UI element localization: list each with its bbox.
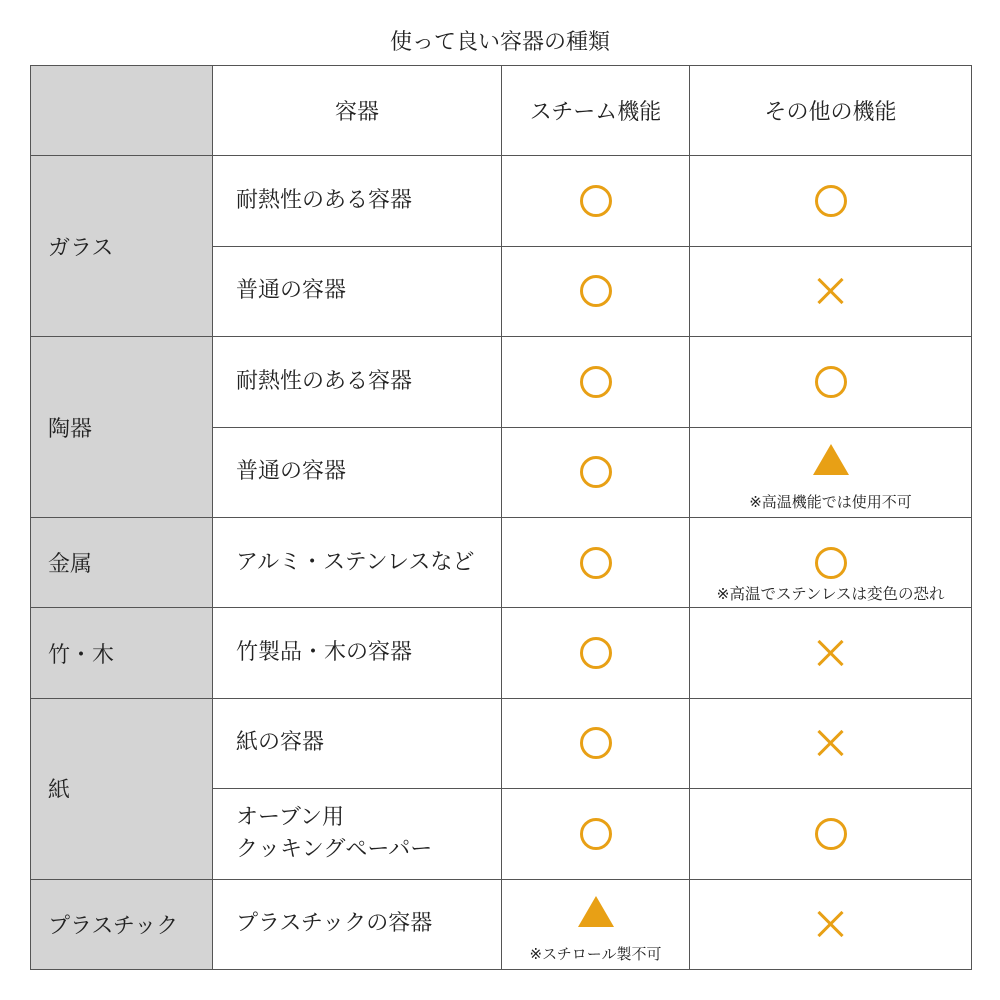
container-cell: アルミ・ステンレスなど — [213, 517, 502, 607]
category-plastic: プラスチック — [31, 879, 213, 969]
table-row — [31, 879, 972, 969]
steam-cell — [502, 427, 690, 517]
header-corner — [31, 66, 213, 156]
steam-cell — [502, 789, 690, 879]
container-line-2: クッキングペーパー — [236, 836, 433, 862]
container-line-1: オーブン用 — [236, 804, 345, 830]
cross-symbol — [817, 639, 845, 667]
circle-symbol — [815, 366, 847, 398]
other-cell — [690, 517, 972, 607]
category-paper: 紙 — [31, 698, 213, 879]
triangle-symbol — [578, 896, 614, 927]
steam-cell — [502, 698, 690, 788]
circle-symbol — [815, 185, 847, 217]
header-container: 容器 — [213, 66, 502, 156]
circle-symbol — [580, 727, 612, 759]
container-cell: 耐熱性のある容器 — [213, 156, 502, 246]
category-bamboo-wood: 竹・木 — [31, 608, 213, 698]
other-cell — [690, 879, 972, 969]
steam-cell — [502, 156, 690, 246]
triangle-symbol — [813, 444, 849, 475]
container-cell: 紙の容器 — [213, 698, 502, 788]
other-cell — [690, 246, 972, 336]
circle-symbol — [580, 185, 612, 217]
cross-symbol — [817, 729, 845, 757]
other-cell — [690, 608, 972, 698]
page-title: 使って良い容器の種類 — [389, 30, 610, 55]
container-cell: 耐熱性のある容器 — [213, 337, 502, 427]
cross-symbol — [817, 277, 845, 305]
steam-cell — [502, 246, 690, 336]
steam-cell — [502, 517, 690, 607]
container-cell: 竹製品・木の容器 — [213, 608, 502, 698]
note-text: ※高温機能では使用不可 — [749, 492, 912, 511]
steam-cell — [502, 879, 690, 969]
header-other: その他の機能 — [690, 66, 972, 156]
other-cell — [690, 337, 972, 427]
category-metal: 金属 — [31, 517, 213, 607]
circle-symbol — [815, 547, 847, 579]
category-ceramic: 陶器 — [31, 337, 213, 518]
circle-symbol — [580, 366, 612, 398]
note-text: ※スチロール製不可 — [529, 945, 662, 963]
other-cell — [690, 698, 972, 788]
table-row — [31, 608, 972, 698]
container-cell: 普通の容器 — [213, 427, 502, 517]
cross-symbol — [817, 910, 845, 938]
circle-symbol — [815, 818, 847, 850]
note-text: ※高温でステンレスは変色の恐れ — [716, 585, 945, 604]
other-cell — [690, 789, 972, 879]
table-row — [31, 517, 972, 607]
circle-symbol — [580, 637, 612, 669]
circle-symbol — [580, 456, 612, 488]
container-table — [30, 65, 972, 970]
steam-cell — [502, 337, 690, 427]
other-cell — [690, 427, 972, 517]
other-cell — [690, 156, 972, 246]
container-cell: 普通の容器 — [213, 246, 502, 336]
header-steam: スチーム機能 — [502, 66, 690, 156]
table-row — [31, 156, 972, 246]
container-cell: プラスチックの容器 — [213, 879, 502, 969]
table-row — [31, 337, 972, 427]
circle-symbol — [580, 275, 612, 307]
header-row — [31, 66, 972, 156]
circle-symbol — [580, 547, 612, 579]
circle-symbol — [580, 818, 612, 850]
category-glass: ガラス — [31, 156, 213, 337]
table-row — [31, 698, 972, 788]
container-cell — [213, 789, 502, 879]
steam-cell — [502, 608, 690, 698]
